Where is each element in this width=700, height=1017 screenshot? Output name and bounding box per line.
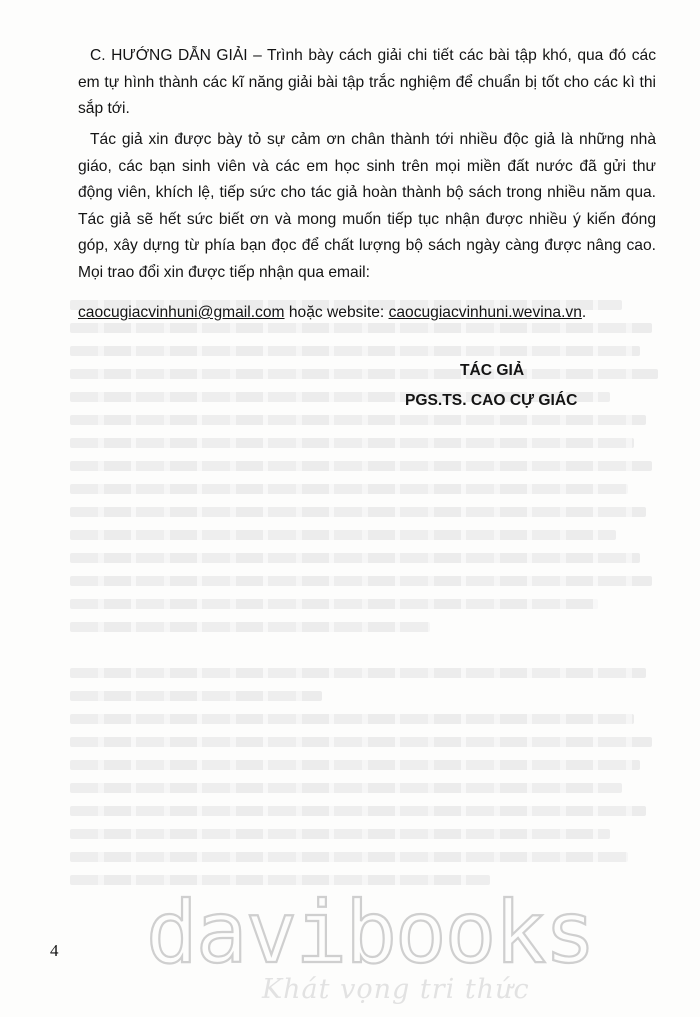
watermark-tagline: Khát vọng tri thức <box>262 974 530 1005</box>
bleed-through-text <box>70 300 670 898</box>
watermark-logo <box>140 880 600 976</box>
website-link[interactable]: caocugiacvinhuni.wevina.vn <box>388 304 582 321</box>
paragraph-acknowledgement: Tác giả xin được bày tỏ sự cảm ơn chân thành tới nhiều độc giả là những nhà giáo, các bạn sinh viên và các em học sinh trên mọi miền đất nước đã gửi thư động viên, khích lệ, tiếp sức cho tác giả hoàn thành bộ sách trong nhiều năm qua. Tác giả sẽ hết sức biết ơn và mong muốn tiếp tục nhận được nhiều ý kiến đóng góp, xây dựng từ phía bạn đọc để chất lượng bộ sách ngày càng được nâng cao. Mọi trao đổi xin được tiếp nhận qua email: <box>78 131 656 281</box>
watermark-brand: davibooks <box>146 883 594 976</box>
contact-connector: hoặc website: <box>284 304 389 321</box>
page-number: 4 <box>50 941 59 960</box>
email-link[interactable]: caocugiacvinhuni@gmail.com <box>78 304 285 321</box>
paragraph-guidance: C. HƯỚNG DẪN GIẢI – Trình bày cách giải chi tiết các bài tập khó, qua đó các em tự hình thành các kĩ năng giải bài tập trắc nghiệm để chuẩn bị tốt cho các kì thi sắp tới. <box>78 47 656 117</box>
author-name: PGS.TS. CAO CỰ GIÁC <box>405 392 578 409</box>
contact-line <box>78 301 678 325</box>
contact-period: . <box>581 304 587 321</box>
author-label: TÁC GIẢ <box>460 362 525 379</box>
